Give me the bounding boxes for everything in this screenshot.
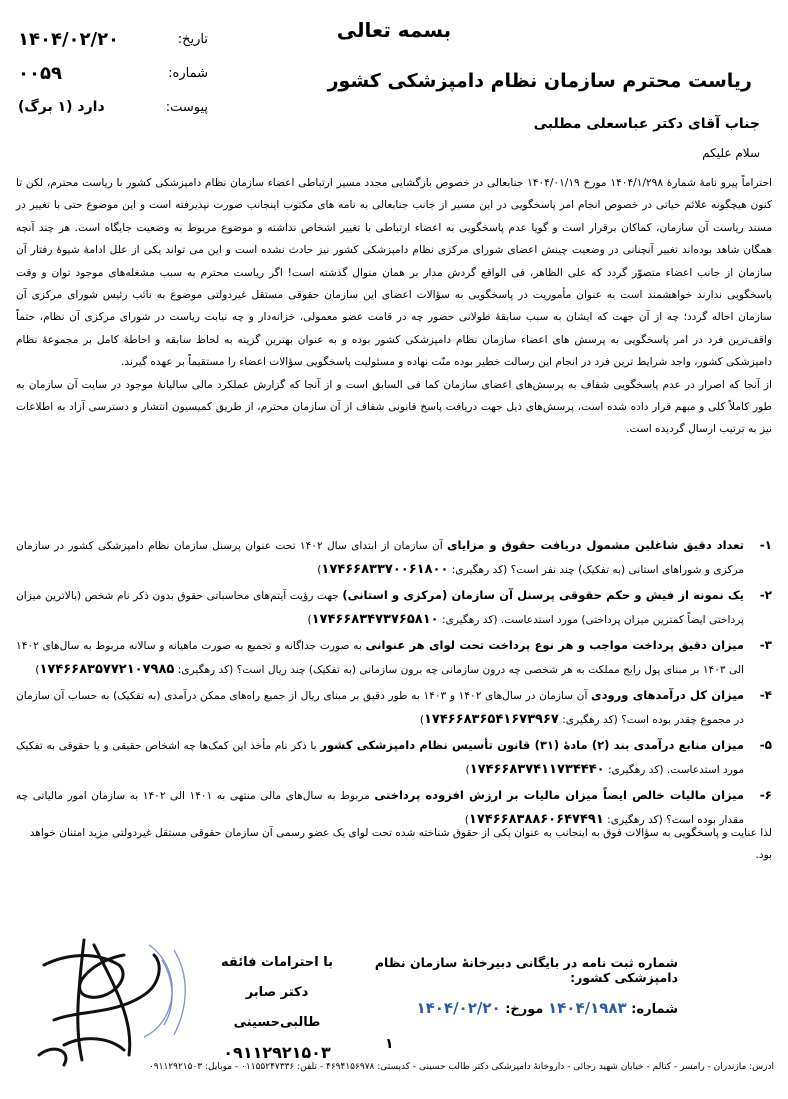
question-tail: ) xyxy=(317,564,322,576)
number-value: ۰۰۵۹ xyxy=(18,62,62,84)
regards-text: با احترامات فائقه xyxy=(221,955,333,970)
tracking-code: ۱۷۴۶۶۸۳۸۸۶۰۶۴۷۴۹۱ xyxy=(468,812,604,827)
registration-number-row xyxy=(348,999,678,1017)
question-bold: یک نمونه از فیش و حکم حقوقی پرسنل آن سازمان (مرکزی و استانی) xyxy=(342,588,744,602)
question-number: ۴- xyxy=(759,688,772,702)
attachment-row xyxy=(18,90,208,124)
tracking-code: ۱۷۴۶۶۸۳۷۴۱۱۷۳۴۴۴۰ xyxy=(469,762,605,777)
question-tail: ) xyxy=(464,814,469,826)
question-number: ۵- xyxy=(759,738,772,752)
signer-phone: ۰۹۱۱۲۹۲۱۵۰۳ xyxy=(223,1043,331,1062)
registration-block xyxy=(348,955,678,1017)
page-number: ۱ xyxy=(385,1036,394,1052)
question-number: ۳- xyxy=(759,638,772,652)
question-text xyxy=(16,584,744,632)
handwritten-signature xyxy=(24,925,199,1075)
question-item xyxy=(16,734,772,782)
bismillah-heading: بسمه تعالی xyxy=(336,18,452,42)
question-item xyxy=(16,684,772,732)
question-item xyxy=(16,584,772,632)
registration-number-label: شماره: xyxy=(631,1002,678,1017)
question-number: ۱- xyxy=(759,538,772,552)
tracking-code: ۱۷۴۶۶۸۳۶۵۴۱۶۷۳۹۶۷ xyxy=(423,712,559,727)
question-bold: میزان دقیق پرداخت مواجب و هر نوع پرداخت تحت لوای هر عنوانی xyxy=(365,638,744,652)
question-list xyxy=(16,534,772,834)
question-body: مربوط به سال‌های مالی منتهی به ۱۴۰۱ الی ۱۴۰۲ به سازمان امور مالیاتی چه مقدار بوده است؟ (کد رهگیری: xyxy=(16,790,744,826)
registration-date-value: ۱۴۰۴/۰۲/۲۰ xyxy=(416,999,501,1017)
question-item xyxy=(16,534,772,582)
letter-meta xyxy=(18,22,208,124)
attachment-label: پیوست: xyxy=(165,99,208,115)
question-body: آن سازمان از ابتدای سال ۱۴۰۲ تحت عنوان پرسنل سازمان نظام دامپزشکی کشور در سازمان مرکزی و شوراهای استانی (به تفکیک) چند نفر است؟ (کد رهگیری: xyxy=(16,540,744,576)
question-text xyxy=(16,534,744,582)
date-row xyxy=(18,22,208,56)
question-tail: ) xyxy=(419,714,424,726)
question-body: جهت رؤیت آیتم‌های محاسباتی حقوق بدون ذکر نام شخص (بالاترین میزان پرداختی ایضاً کمترین میزان پرداختی) مورد استدعاست. (کد رهگیری: xyxy=(16,590,744,626)
question-body: به صورت جداگانه و تجمیع به صورت ماهیانه و سالانه مربوط به سال‌های ۱۴۰۲ الی ۱۴۰۳ بر مبنای پول رایج مملکت به هر شخصی چه درون سازمانی چه برون سازمانی (به تفکیک) چند ریال است؟ (کد رهگیری: xyxy=(16,640,744,676)
question-item xyxy=(16,634,772,682)
tracking-code: ۱۷۴۶۶۸۳۳۷۰۰۶۱۸۰۰ xyxy=(321,562,449,577)
question-bold: میزان مالیات خالص ایضاً میزان مالیات بر ارزش افزوده پرداختی xyxy=(374,788,744,802)
recipient-person: جناب آقای دکتر عباسعلی مطلبی xyxy=(533,116,760,132)
footer-address: آدرس: مازندران - رامسر - کتالم - خیابان شهید رجائی - داروخانهٔ دامپزشکی دکتر طالب حسینی - کدپستی: ۴۶۹۴۱۵۶۹۷۸ - تلفن: ۰۱۱۵۵۲۴۷۳۳۶ - موبایل: ۰۹۱۱۲۹۲۱۵۰۳ xyxy=(148,1062,774,1072)
question-bold: میزان کل درآمدهای ورودی xyxy=(591,688,745,702)
registration-date-label: مورخ: xyxy=(505,1002,544,1017)
registration-number-value: ۱۴۰۴/۱۹۸۳ xyxy=(547,999,627,1017)
question-bold: میزان منابع درآمدی بند (۲) مادهٔ (۳۱) قانون تأسیس نظام دامپزشکی کشور xyxy=(320,738,744,752)
question-body: با ذکر نام مأخذ این کمک‌ها چه اشخاص حقیقی و یا حقوقی به تفکیک مورد استدعاست. (کد رهگیری: xyxy=(16,740,744,776)
date-label: تاریخ: xyxy=(177,31,208,47)
question-body: آن سازمان در سال‌های ۱۴۰۲ و ۱۴۰۳ به طور دقیق بر مبنای ریال از جمیع راه‌های ممکن درآمدی (به تفکیک) به حساب آن سازمان در مجموع چقدر بوده است؟ (کد رهگیری: xyxy=(16,690,744,726)
question-tail: ) xyxy=(307,614,312,626)
question-number: ۲- xyxy=(759,588,772,602)
number-row xyxy=(18,56,208,90)
body-paragraph-1: احتراماً پیرو نامهٔ شمارهٔ ۱۴۰۴/۱/۲۹۸ مورخ ۱۴۰۴/۰۱/۱۹ جنابعالی در خصوص بازگشایی مجدد مسیر ارتباطی اعضاء سازمان نظام دامپزشکی کشور با ریاست محترم، لکن تا کنون هیچگونه علائم حیاتی در خصوص انجام امر پاسخگویی در این مسیر از جانب جنابعالی به نامه های مکتوب اینجانب صورت نپذیرفته است و این موضوع حتی با تغییر در مسند ریاست آن سازمان، کماکان برقرار است و گویا عدم پاسخگویی به اعضاء ارتباطی با تغییر اشخاص نداشته و موضوع مربوط به وضعیت جایگاه است. هر چند آنچه همگان شاهد بوده‌اند تغییر آنچنانی در وضعیت چینش اعضای شورای مرکزی نظام دامپزشکی کشور نیز حادث نشده است و این می تواند یکی از علل ادامهٔ شیوهٔ رفتار آن سازمان از جانب اعضاء متصوّر گردد که علی الظاهر، فی الواقع گردش مدار بر همان منوال گذشته است! اگر ریاست محترم به سبب مشغله‌های موجود توان و وقت پاسخگویی ندارند خواهشمند است به عنوان مأموریت در پاسخگویی به سؤالات اعضای این سازمان حقوقی مستقل غیردولتی موضوع به نائب رئیس شورای مرکزی آن سازمان احاله گردد؛ چه از آن جهت که ایشان به سبب سابقهٔ طولانی حضور چه در قامت عضو معمولی، خزانه‌دار و چه نیابت ریاست در شورای مرکزی آن نظام، حتماً واقف‌ترین فرد در امر پاسخگویی به پرسش های اعضاء سازمان نظام دامپزشکی کشور بوده و به عنوان بهترین گزینه به لحاظ سابقه و احاطهٔ کامل بر مجموعهٔ نظام دامپزشکی کشور، واجد شرایط ترین فرد در انجام این رسالت خطیر بوده منّت نهاده و مسئولیت پاسخگویی سؤالات اعضاء را مستقیماً بر عهده گیرند. xyxy=(16,177,772,369)
question-bold: تعداد دقیق شاغلین مشمول دریافت حقوق و مزایای xyxy=(447,538,744,552)
question-tail: ) xyxy=(35,664,40,676)
date-value: ۱۴۰۴/۰۲/۲۰ xyxy=(18,28,120,50)
signer-name: دکتر صابر طالبی‌حسینی xyxy=(233,985,321,1030)
letter-body xyxy=(16,172,772,441)
tracking-code: ۱۷۴۶۶۸۳۴۷۳۷۶۵۸۱۰ xyxy=(311,612,439,627)
question-text xyxy=(16,634,744,682)
attachment-value: دارد (۱ برگ) xyxy=(18,99,105,115)
registration-title: شماره ثبت نامه در بایگانی دبیرخانهٔ سازمان نظام دامپزشکی کشور: xyxy=(374,955,678,985)
greeting: سلام علیکم xyxy=(702,146,760,160)
tracking-code: ۱۷۴۶۶۸۳۵۷۷۲۱۰۷۹۸۵ xyxy=(39,662,175,677)
question-text xyxy=(16,734,744,782)
signature-block xyxy=(212,948,342,1068)
recipient-organization: ریاست محترم سازمان نظام دامپزشکی کشور xyxy=(327,70,752,92)
question-text xyxy=(16,684,744,732)
question-tail: ) xyxy=(465,764,470,776)
closing-paragraph: لذا عنایت و پاسخگویی به سؤالات فوق به اینجانب به عنوان یکی از حقوق شناخته شده تحت لوای یک عضو رسمی آن سازمان حقوقی مستقل غیردولتی مزید امتنان خواهد بود. xyxy=(29,827,772,861)
body-paragraph-2: از آنجا که اصرار در عدم پاسخگویی شفاف به پرسش‌های اعضای سازمان کما فی السابق است و از آنجا که گزارش عملکرد مالی سالیانهٔ موجود در سایت آن سازمان به طور کاملاً کلی و مبهم قرار داده شده است، پرسش‌های ذیل جهت دریافت پاسخ قانونی شفاف از آن سازمان محترم، از طریق کمیسیون انتشار و دسترسی آزاد به اطلاعات نیز به ترتیب ارسال گردیده است. xyxy=(16,378,772,436)
number-label: شماره: xyxy=(168,65,208,81)
question-number: ۶- xyxy=(759,788,772,802)
